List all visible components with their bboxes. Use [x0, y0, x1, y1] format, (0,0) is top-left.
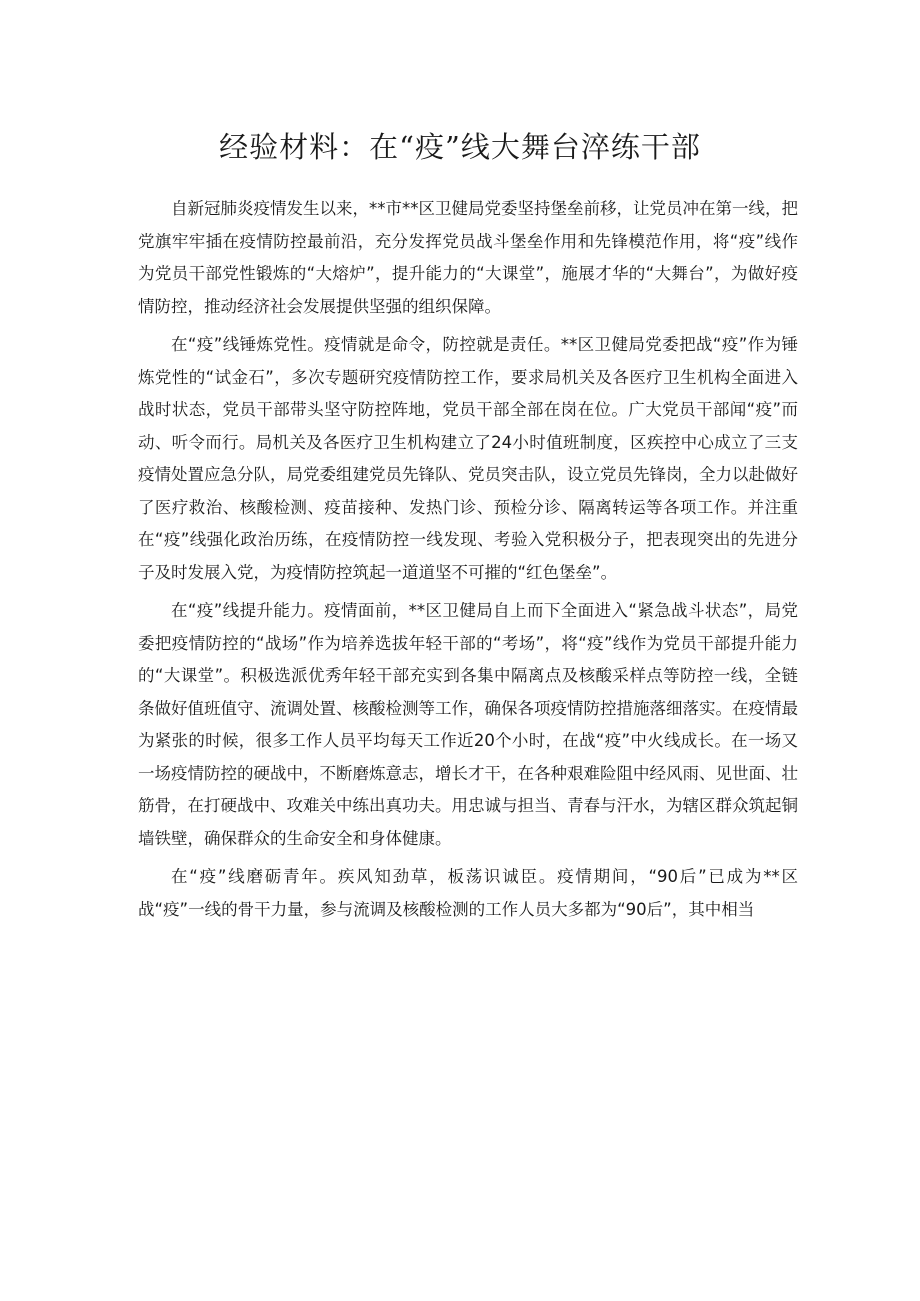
document-title: 经验材料：在“疫”线大舞台淬练干部	[219, 130, 701, 164]
paragraph-ability: 在“疫”线提升能力。疫情面前，**区卫健局自上而下全面进入“紧急战斗状态”，局党委把疫情防控的“战场”作为培养选拔年轻干部的“考场”，将“疫”线作为党员干部提升能力的“大课堂”。积极选派优秀年轻干部充实到各集中隔离点及核酸采样点等防控一线，全链条做好值班值守、流调处置、核酸检测等工作，确保各项疫情防控措施落细落实。在疫情最为紧张的时候，很多工作人员平均每天工作近20个小时，在战“疫”中火线成长。在一场又一场疫情防控的硬战中，不断磨炼意志，增长才干，在各种艰难险阻中经风雨、见世面、壮筋骨，在打硬战中、攻难关中练出真功夫。用忠诚与担当、青春与汗水，为辖区群众筑起铜墙铁壁，确保群众的生命安全和身体健康。	[138, 601, 798, 848]
paragraph-party-spirit: 在“疫”线锤炼党性。疫情就是命令，防控就是责任。**区卫健局党委把战“疫”作为锤炼党性的“试金石”，多次专题研究疫情防控工作，要求局机关及各医疗卫生机构全面进入战时状态，党员干部带头坚守防控阵地，党员干部全部在岗在位。广大党员干部闻“疫”而动、听令而行。局机关及各医疗卫生机构建立了24小时值班制度，区疾控中心成立了三支疫情处置应急分队，局党委组建党员先锋队、党员突击队，设立党员先锋岗，全力以赴做好了医疗救治、核酸检测、疫苗接种、发热门诊、预检分诊、隔离转运等各项工作。并注重在“疫”线强化政治历练，在疫情防控一线发现、考验入党积极分子，把表现突出的先进分子及时发展入党，为疫情防控筑起一道道坚不可摧的“红色堡垒”。	[138, 335, 798, 582]
paragraph-youth: 在“疫”线磨砺青年。疾风知劲草，板荡识诚臣。疫情期间，“90后”已成为**区战“疫”一线的骨干力量，参与流调及核酸检测的工作人员大多都为“90后”，其中相当	[138, 867, 798, 919]
paragraph-intro: 自新冠肺炎疫情发生以来，**市**区卫健局党委坚持堡垒前移，让党员冲在第一线，把党旗牢牢插在疫情防控最前沿，充分发挥党员战斗堡垒作用和先锋模范作用，将“疫”线作为党员干部党性锻炼的“大熔炉”，提升能力的“大课堂”，施展才华的“大舞台”，为做好疫情防控，推动经济社会发展提供坚强的组织保障。	[138, 199, 798, 316]
document-body	[138, 193, 798, 932]
